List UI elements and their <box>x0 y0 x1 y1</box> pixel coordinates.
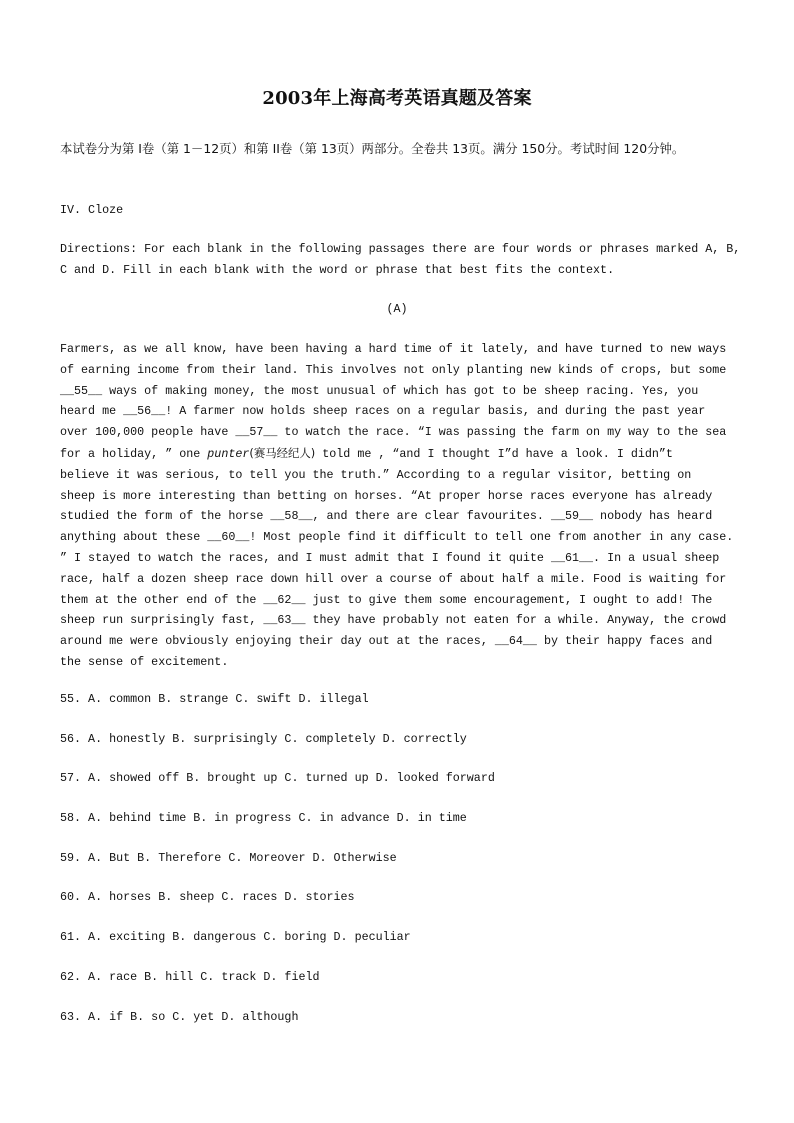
cloze-passage <box>60 339 750 673</box>
question-list <box>60 689 750 1046</box>
question-item: 59. A. But B. Therefore C. Moreover D. Otherwise <box>60 850 397 865</box>
passage-line: of earning income from their land. This involves not only planting new kinds of crops, but some <box>60 362 727 377</box>
passage-line: race, half a dozen sheep race down hill over a course of about half a mile. Food is waiting for <box>60 571 727 586</box>
exam-instructions: 本试卷分为第 I卷（第 1－12页）和第 II卷（第 13页）两部分。全卷共 13页。满分 150分。考试时间 120分钟。 <box>60 141 685 156</box>
question-item: 56. A. honestly B. surprisingly C. completely D. correctly <box>60 731 467 746</box>
question-item: 62. A. race B. hill C. track D. field <box>60 969 320 984</box>
passage-line: ” I stayed to watch the races, and I must admit that I found it quite __61__. In a usual sheep <box>60 550 720 565</box>
glossed-word: punter <box>207 446 250 461</box>
passage-line: heard me __56__! A farmer now holds sheep races on a regular basis, and during the past year <box>60 404 706 419</box>
passage-line: the sense of excitement. <box>60 654 229 669</box>
question-item: 57. A. showed off B. brought up C. turned up D. looked forward <box>60 771 495 786</box>
passage-line: believe it was serious, to tell you the truth.” According to a regular visitor, betting on <box>60 467 692 482</box>
passage-line: over 100,000 people have __57__ to watch the race. “I was passing the farm on my way to the sea <box>60 425 727 440</box>
passage-line: anything about these __60__! Most people find it difficult to tell one from another in any case. <box>60 530 734 545</box>
passage-line: sheep is more interesting than betting on horses. “At proper horse races everyone has already <box>60 488 713 503</box>
document-title: 2003年上海高考英语真题及答案 <box>262 88 532 109</box>
passage-line: sheep run surprisingly fast, __63__ they have probably not eaten for a while. Anyway, the crowd <box>60 613 727 628</box>
question-item: 61. A. exciting B. dangerous C. boring D. peculiar <box>60 930 411 945</box>
section-heading: IV. Cloze <box>60 203 124 217</box>
passage-label: (A) <box>386 302 408 316</box>
question-item: 58. A. behind time B. in progress C. in advance D. in time <box>60 811 467 826</box>
passage-line: __55__ ways of making money, the most unusual of which has got to be sheep racing. Yes, you <box>60 383 699 398</box>
directions-text: Directions: For each blank in the following passages there are four words or phrases marked A, B, C and D. Fill in each blank with the word or phrase that best fits the context. <box>60 242 741 277</box>
passage-line: them at the other end of the __62__ just to give them some encouragement, I ought to add! The <box>60 592 713 607</box>
passage-line <box>60 443 750 465</box>
passage-line: Farmers, as we all know, have been having a hard time of it lately, and have turned to new ways <box>60 342 727 356</box>
passage-line-part: for a holiday, ” one <box>60 446 208 461</box>
passage-line: studied the form of the horse __58__, and there are clear favourites. __59__ nobody has heard <box>60 509 713 524</box>
passage-line: around me were obviously enjoying their day out at the races, __64__ by their happy faces and <box>60 634 713 649</box>
passage-line-part: told me , “and I thought I”d have a look. I didn”t <box>315 446 673 461</box>
question-item: 63. A. if B. so C. yet D. although <box>60 1009 299 1024</box>
question-item: 60. A. horses B. sheep C. races D. stories <box>60 890 355 905</box>
question-item: 55. A. common B. strange C. swift D. illegal <box>60 692 369 706</box>
gloss-note: (赛马经纪人) <box>249 445 316 460</box>
